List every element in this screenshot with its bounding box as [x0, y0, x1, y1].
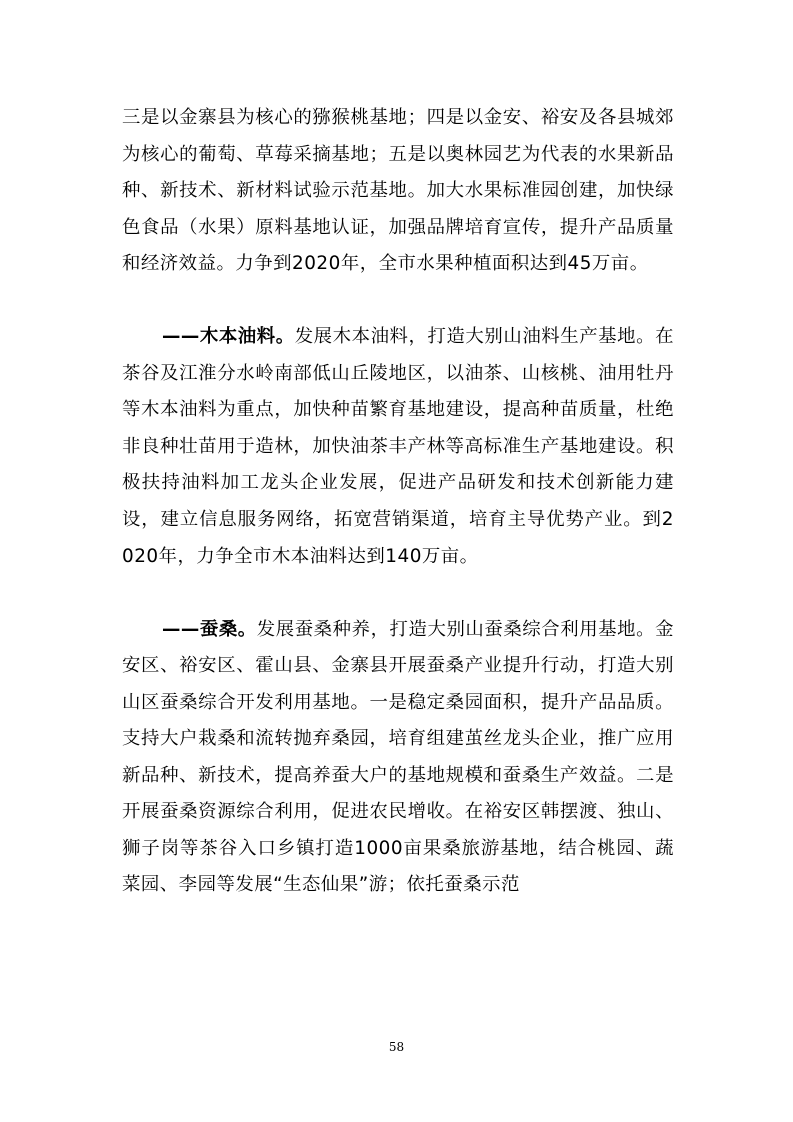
page-number: 58: [388, 1040, 405, 1054]
paragraph-body: 三是以金寨县为核心的猕猴桃基地；四是以金安、裕安及各县城郊为核心的葡萄、草莓采摘基地；五是以奥林园艺为代表的水果新品种、新技术、新材料试验示范基地。加大水果标准园创建，加快绿色食品（水果）原料基地认证，加强品牌培育宣传，提升产品质量和经济效益。力争到2020年，全市水果种植面积达到45万亩。: [122, 107, 674, 275]
paragraph-woody-oil: [122, 319, 674, 575]
paragraph-fruit-bases: [122, 100, 674, 283]
paragraph-body: 发展木本油料，打造大别山油料生产基地。在茶谷及江淮分水岭南部低山丘陵地区，以油茶、山核桃、油用牡丹等木本油料为重点，加快种苗繁育基地建设，提高种苗质量，杜绝非良种壮苗用于造林，加快油茶丰产林等高标准生产基地建设。积极扶持油料加工龙头企业发展，促进产品研发和技术创新能力建设，建立信息服务网络，拓宽营销渠道，培育主导优势产业。到2020年，力争全市木本油料达到140万亩。: [122, 326, 674, 567]
section-heading-woody-oil: ——木本油料。: [162, 326, 295, 348]
paragraph-sericulture: [122, 612, 674, 904]
document-page: [122, 100, 674, 904]
paragraph-body: 发展蚕桑种养，打造大别山蚕桑综合利用基地。金安区、裕安区、霍山县、金寨县开展蚕桑产业提升行动，打造大别山区蚕桑综合开发利用基地。一是稳定桑园面积，提升产品品质。支持大户栽桑和流转抛弃桑园，培育组建茧丝龙头企业，推广应用新品种、新技术，提高养蚕大户的基地规模和蚕桑生产效益。二是开展蚕桑资源综合利用，促进农民增收。在裕安区韩摆渡、独山、狮子岗等茶谷入口乡镇打造1000亩果桑旅游基地，结合桃园、蔬菜园、李园等发展“生态仙果”游；依托蚕桑示范: [122, 618, 674, 896]
section-heading-sericulture: ——蚕桑。: [162, 618, 257, 640]
